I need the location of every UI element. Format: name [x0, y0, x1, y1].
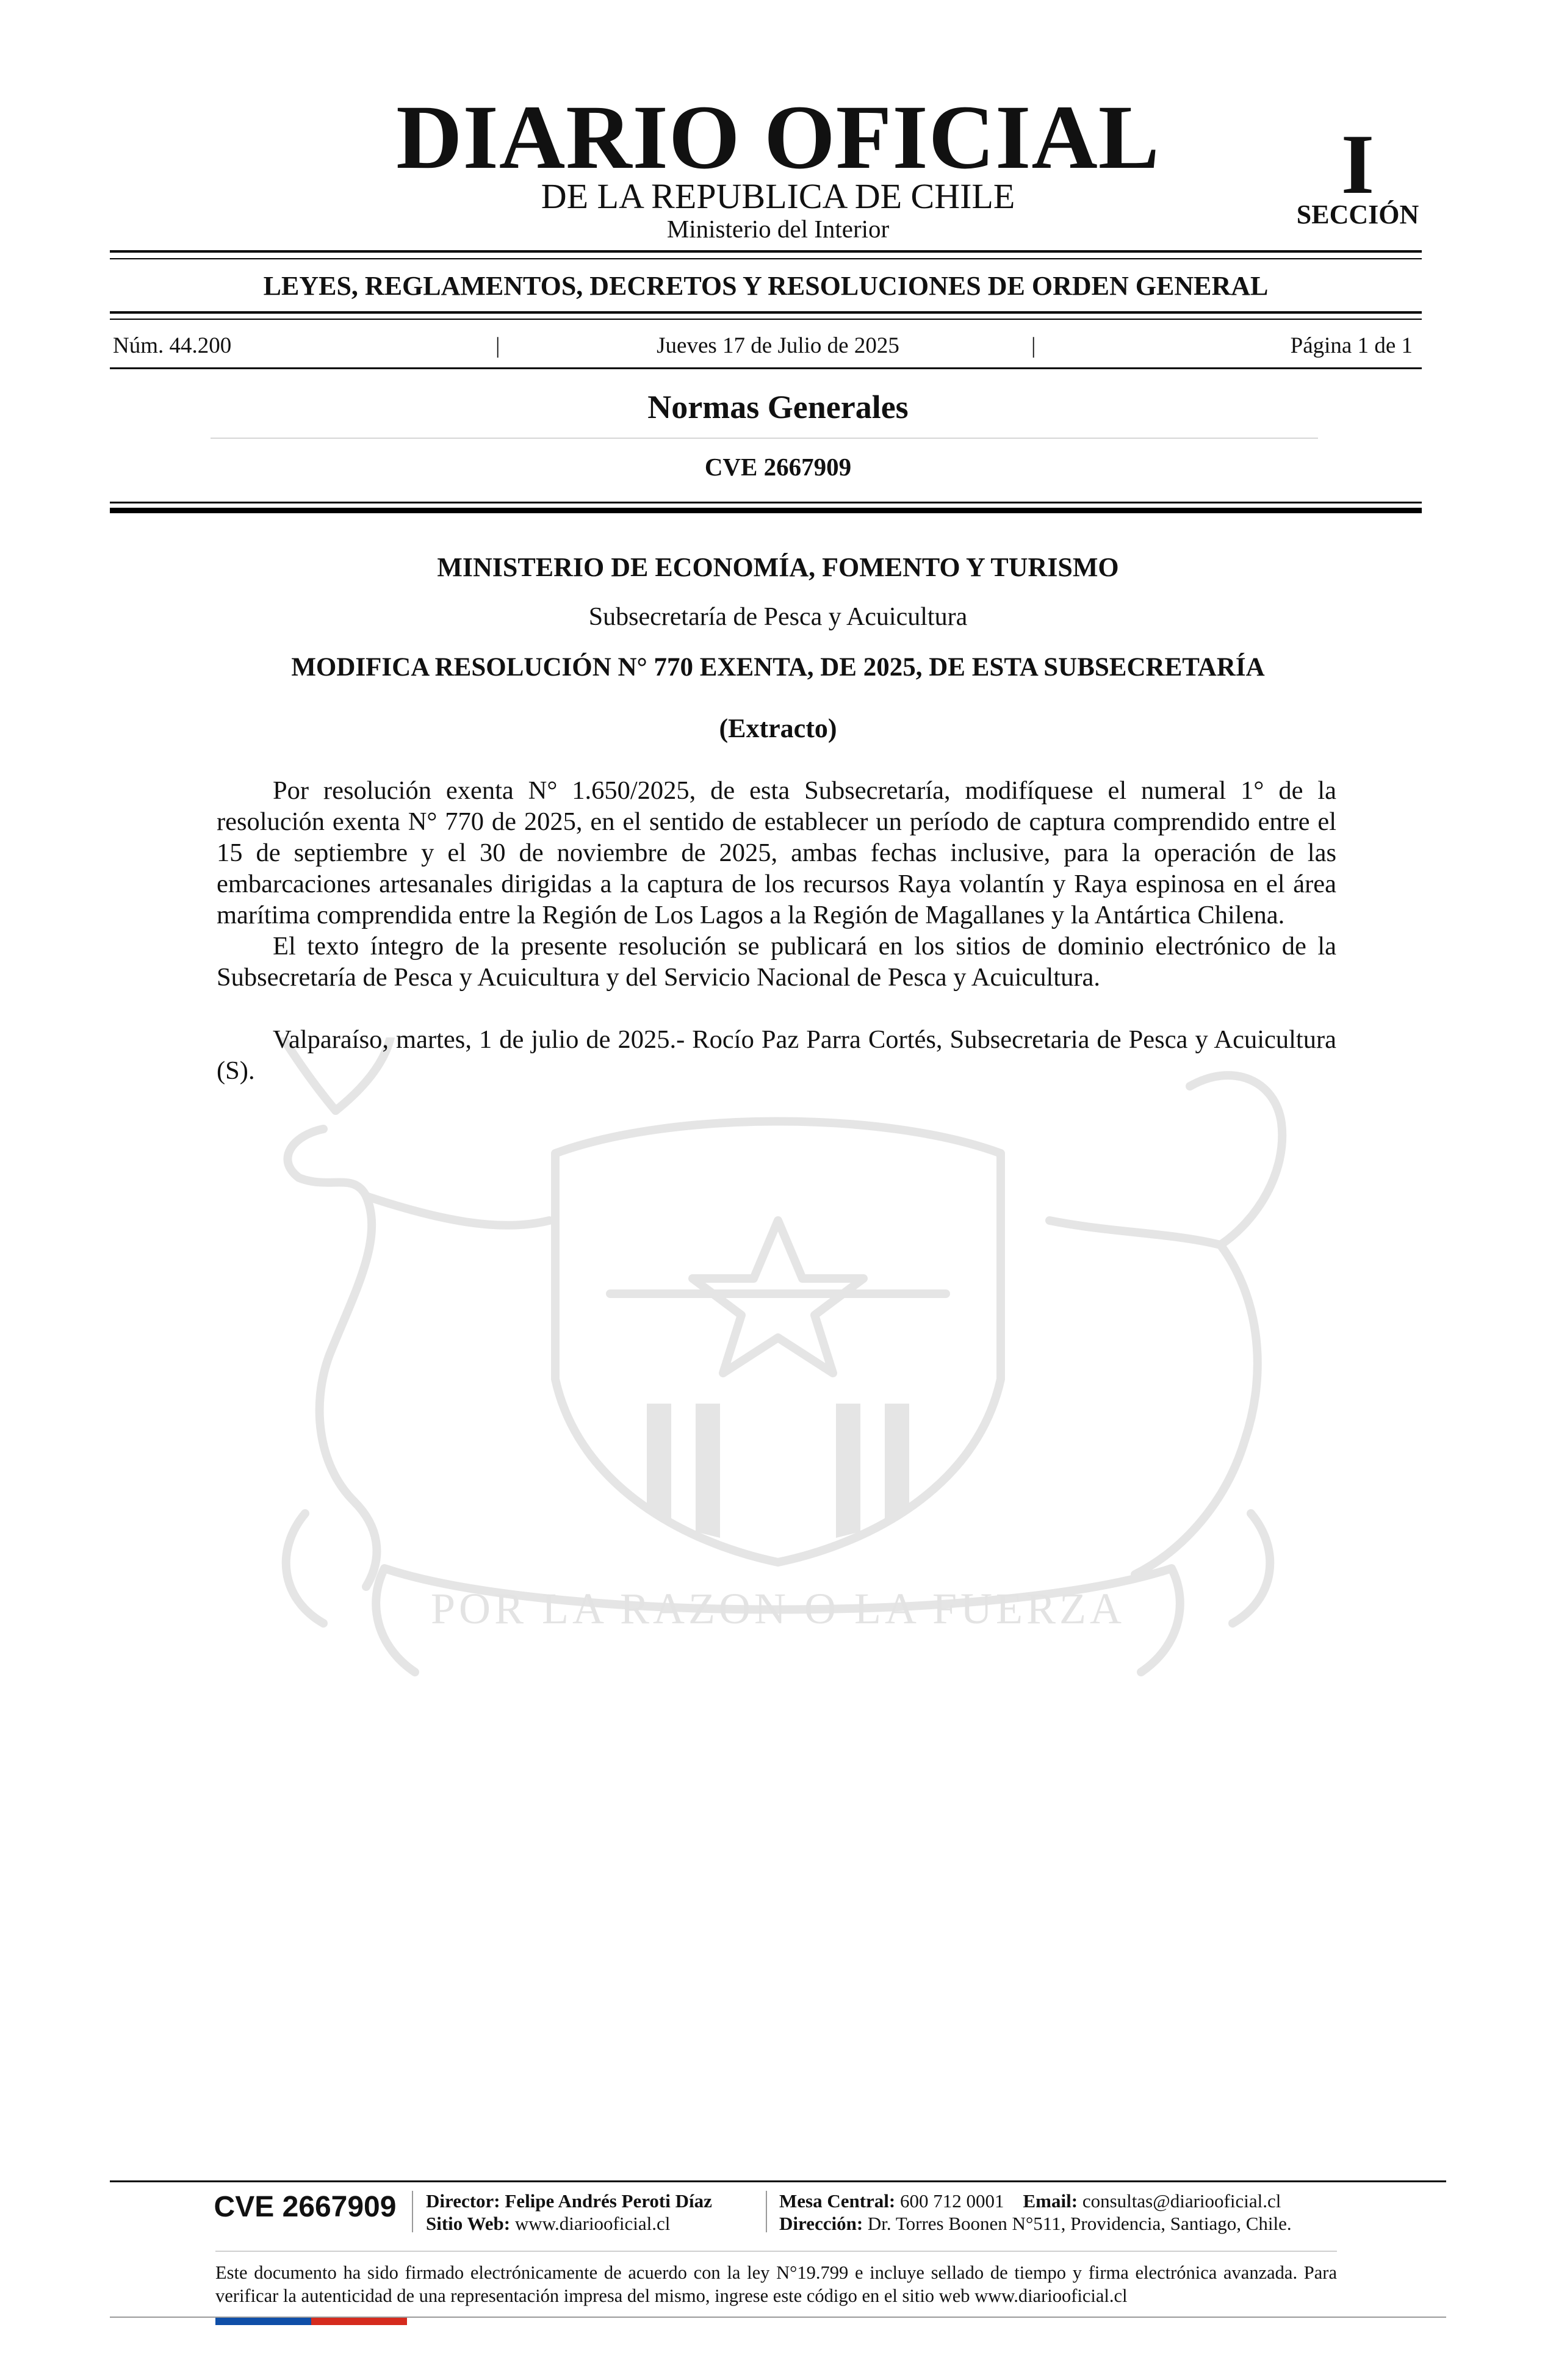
body-text [217, 775, 1336, 1086]
footer-separator [412, 2191, 413, 2232]
issue-date: Jueves 17 de Julio de 2025 [657, 333, 899, 358]
masthead-subtitle: DE LA REPUBLICA DE CHILE [541, 176, 1015, 216]
header-rule [110, 250, 1422, 253]
footer-notice: Este documento ha sido firmado electrónicamente de acuerdo con la ley N°19.799 e incluye sellado de tiempo y firma electrónica avanzada. Para verificar la autenticidad de una representación impresa del mismo, ingrese este código en el sitio web www.diariooficial.cl [215, 2262, 1337, 2306]
section-label: SECCIÓN [1296, 200, 1419, 229]
issue-separator: | [1031, 333, 1036, 358]
cve-label: CVE 2667909 [704, 453, 852, 481]
flag-stripe-blue [215, 2318, 311, 2325]
extract-label: (Extracto) [719, 713, 837, 743]
footer-contact-left [426, 2190, 712, 2235]
norms-divider [211, 438, 1318, 439]
address-value: Dr. Torres Boonen N°511, Providencia, Santiago, Chile. [867, 2213, 1292, 2234]
ministry-heading: MINISTERIO DE ECONOMÍA, FOMENTO Y TURISMO [437, 552, 1119, 582]
phone-value: 600 712 0001 [900, 2190, 1004, 2212]
norms-heading: Normas Generales [647, 389, 909, 425]
footer-rule [110, 2180, 1446, 2182]
issue-page: Página 1 de 1 [1290, 333, 1413, 358]
email-link[interactable]: consultas@diariooficial.cl [1082, 2190, 1281, 2212]
banner-rule [110, 311, 1422, 314]
content-rule [110, 502, 1422, 503]
section-number: I [1341, 117, 1375, 212]
body-paragraph: El texto íntegro de la presente resolución se publicará en los sitios de dominio electrónico de la Subsecretaría de Pesca y Acuicultura y del Servicio Nacional de Pesca y Acuicultura. [217, 932, 1336, 992]
watermark-motto: POR LA RAZON O LA FUERZA [430, 1584, 1126, 1633]
director-name: Felipe Andrés Peroti Díaz [505, 2190, 712, 2212]
coat-of-arms-watermark [183, 1037, 1373, 1697]
footer-contact-right [779, 2190, 1292, 2235]
body-paragraph: Por resolución exenta N° 1.650/2025, de esta Subsecretaría, modifíquese el numeral 1° de la resolución exenta N° 770 de 2025, en el sentido de establecer un período de captura comprendido entre el 15 de septiembre y el 30 de noviembre de 2025, ambas fechas inclusive, para la operación de las embarcaciones artesanales dirigidas a la captura de los recursos Raya volantín y Raya espinosa en el área marítima comprendida entre la Región de Los Lagos a la Región de Magallanes y la Antártica Chilena. [217, 776, 1336, 929]
issue-separator: | [495, 333, 500, 358]
signature-paragraph: Valparaíso, martes, 1 de julio de 2025.- Rocío Paz Parra Cortés, Subsecretaria de Pesca y Acuicultura (S). [217, 1025, 1336, 1085]
header-rule [110, 258, 1422, 259]
website-label: Sitio Web: [426, 2213, 511, 2234]
issue-rule [110, 367, 1422, 369]
masthead-ministry: Ministerio del Interior [666, 215, 890, 243]
flag-stripe-red [311, 2318, 407, 2325]
director-label: Director: [426, 2190, 500, 2212]
subsecretaria-line: Subsecretaría de Pesca y Acuicultura [588, 603, 968, 631]
section-banner: LEYES, REGLAMENTOS, DECRETOS Y RESOLUCIONES DE ORDEN GENERAL [263, 271, 1269, 301]
footer-divider [215, 2251, 1337, 2252]
footer-cve: CVE 2667909 [214, 2191, 397, 2223]
email-label: Email: [1023, 2190, 1078, 2212]
address-label: Dirección: [779, 2213, 863, 2234]
resolution-title: MODIFICA RESOLUCIÓN N° 770 EXENTA, DE 2025, DE ESTA SUBSECRETARÍA [291, 653, 1265, 682]
website-link[interactable]: www.diariooficial.cl [514, 2213, 671, 2234]
masthead-title: DIARIO OFICIAL [396, 87, 1160, 188]
phone-label: Mesa Central: [779, 2190, 896, 2212]
content-rule [110, 508, 1422, 513]
issue-number: Núm. 44.200 [113, 333, 232, 358]
banner-rule [110, 319, 1422, 320]
footer-separator [766, 2191, 767, 2232]
